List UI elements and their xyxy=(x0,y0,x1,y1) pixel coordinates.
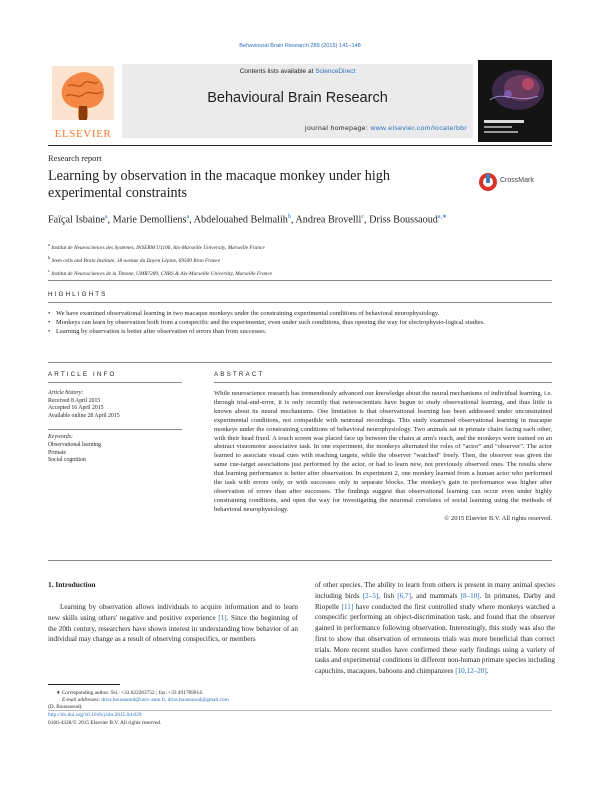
issn-copyright: 0166-4328/© 2015 Elsevier B.V. All rights reserved. xyxy=(48,719,162,726)
email-line xyxy=(48,697,303,704)
citation-link[interactable]: [1] xyxy=(218,613,227,622)
body-text: , and mammals xyxy=(410,591,461,600)
footnotes xyxy=(48,690,303,712)
highlight-item: • We have examined observational learning in two macaque monkeys under the constraining experimental conditions of behavioral neurophysiology. xyxy=(48,309,558,318)
highlights-end-rule xyxy=(48,362,552,363)
journal-citation[interactable]: Behavioural Brain Research 289 (2015) 141–148 xyxy=(239,43,361,49)
keyword-item: Observational learning xyxy=(48,441,101,448)
highlights-heading: HIGHLIGHTS xyxy=(48,291,108,298)
affiliations-rule xyxy=(48,280,552,281)
accepted-date: Accepted 16 April 2015 xyxy=(48,405,104,412)
body-text: have conducted the first controlled study where monkeys watched a conspecific performing an object-discrimination task, and found that the observer gained in performance following observation. Interestingly, this study was also the first to show that observation of erroneous trials was more beneficial than correct trials. More recent studies have confirmed these early findings using a variety of tasks and experimental conditions in different non-human primate species including capuchins, macaques, baboons and chimpanzees xyxy=(315,602,555,675)
author-name[interactable]: Marie Demolliens xyxy=(112,214,187,226)
elsevier-tree-icon xyxy=(48,64,118,124)
homepage-link[interactable]: www.elsevier.com/locate/bbr xyxy=(370,125,467,132)
author-affiliation-marker[interactable]: b xyxy=(287,214,291,220)
keywords-label: Keywords: xyxy=(48,434,73,441)
available-date: Available online 28 April 2015 xyxy=(48,412,120,419)
journal-title: Behavioural Brain Research xyxy=(207,90,388,106)
author-name[interactable]: Faïçal Isbaine xyxy=(48,214,105,226)
keyword-item: Primate xyxy=(48,449,67,456)
footnote-rule xyxy=(48,684,120,685)
body-text: Learning by observation allows individuals to acquire information and to learn new skills using others' negative and positive experience xyxy=(48,603,298,622)
journal-cover-image[interactable] xyxy=(478,60,552,142)
cover-brain-image xyxy=(478,60,552,142)
email-owner: (D. Boussaoud). xyxy=(48,704,83,711)
affiliation-marker: c xyxy=(48,267,50,273)
corresponding-author-note: ∗ Corresponding author. Tel.: +33 622263752 ; fax: +33 491789914. xyxy=(56,690,204,696)
contents-availability xyxy=(122,68,473,75)
abstract-heading: ABSTRACT xyxy=(214,371,265,378)
elsevier-wordmark: ELSEVIER xyxy=(54,128,112,140)
article-type: Research report xyxy=(48,153,102,163)
doi-block xyxy=(48,712,303,727)
article-info-rule xyxy=(48,382,182,383)
article-title: Learning by observation in the macaque monkey under high experimental constraints xyxy=(48,168,390,201)
author-affiliation-marker[interactable]: a xyxy=(186,214,190,220)
abstract-rule xyxy=(214,382,552,383)
author-separator: , xyxy=(189,214,194,226)
abstract-end-rule xyxy=(48,560,552,561)
affiliation-item xyxy=(48,253,548,266)
author-affiliation-marker[interactable]: c xyxy=(361,214,365,220)
citation-link[interactable]: [10,12–20] xyxy=(455,667,487,675)
introduction-left-column xyxy=(48,602,298,645)
affiliation-text: Institut de Neurosciences des Systèmes, INSERM U1106, Aix-Marseille University, Marseille France xyxy=(51,244,265,251)
abstract-text: While neuroscience research has tremendously advanced our knowledge about the neural mechanisms of individual learning, i.e. through trial-and-error, it is only recently that neuroscientists have begun to study observational learning, and thus little is known about its neural mechanisms. One limitation is that observational learning has been addressed under unconstrained experimental conditions, not compatible with neuronal recordings. This study examined observational learning in macaque monkeys under the constraining conditions of behavioral neurophysiology. Two animals sat in primate chairs facing each other, with their head fixed. A touch screen was placed face up between the chairs at arm's reach, and the monkeys were trained on an abstract visuomotor associative task. In one experiment, the monkeys alternated the roles of "actor" and "observer". The actor learned to associate visual cues with reaching targets, while the observer "watched" freely. Then, the observer was given the same cue-target associations just performed by the actor, or had to learn new, not previously observed ones. The results show that learning performance is better after observation. In experiment 2, one monkey learned from a human actor who performed the task with errors only, or with successes only in separate blocks. The monkey's gain in performance was higher after observation of errors than after successes. The findings suggest that observational learning can occur even under highly constraining conditions, and open the way for investigating the neuronal correlates of social learning using the methods of behavioral neurophysiology. xyxy=(214,390,552,513)
body-text: , fish xyxy=(378,591,398,600)
highlights-list xyxy=(48,309,558,337)
affiliation-marker: b xyxy=(48,254,51,260)
author-name[interactable]: Driss Boussaoud xyxy=(369,214,438,226)
affiliation-text: Institut de Neurosciences de la Timone, UMR7289, CNRS & Aix-Marseille University, Marseille France xyxy=(51,270,273,277)
introduction-right-column xyxy=(315,580,555,677)
affiliation-item xyxy=(48,240,548,253)
article-info xyxy=(48,390,182,465)
author-name[interactable]: Andrea Brovelli xyxy=(295,214,362,226)
affiliation-item xyxy=(48,266,548,279)
highlights-rule xyxy=(48,302,552,303)
citation-link[interactable]: [2–5] xyxy=(362,591,379,600)
citation-link[interactable]: [11] xyxy=(341,602,354,611)
body-text: . Since the beginning of the 20th century, researchers have shown interest in understanding how behavior of an individual may change as a result of observing conspecifics, or members xyxy=(48,613,298,644)
journal-homepage xyxy=(122,125,473,132)
history-label: Article history: xyxy=(48,390,84,396)
email-label: E-mail addresses: xyxy=(62,697,102,704)
received-date: Received 8 April 2015 xyxy=(48,397,101,404)
affiliation-marker: a xyxy=(48,242,50,247)
sciencedirect-link[interactable]: ScienceDirect xyxy=(315,68,356,75)
author-affiliation-marker[interactable]: a xyxy=(104,214,108,220)
doi-link[interactable]: http://dx.doi.org/10.1016/j.bbr.2015.04.029 xyxy=(48,712,142,718)
abstract-body xyxy=(214,390,552,524)
homepage-prefix: journal homepage: xyxy=(305,125,371,132)
body-text: . In primates, Darby and Riopelle xyxy=(315,591,556,611)
author-list xyxy=(48,211,468,227)
affiliation-text: Stem cells and Brain Institute, 18 avenue du Doyen Lépine, 69500 Bron France xyxy=(51,257,221,264)
abstract-copyright: © 2015 Elsevier B.V. All rights reserved. xyxy=(444,514,552,522)
body-text: of other species. The ability to learn from others is present in many animal species including birds xyxy=(315,581,555,600)
author-separator: , xyxy=(290,214,296,226)
citation-link[interactable]: [8–10] xyxy=(460,591,480,600)
highlight-item: • Learning by observation is better after observation of errors than from successes. xyxy=(48,327,558,336)
highlight-item: • Monkeys can learn by observation both from a conspecific and the experimenter, even under such conditions, thus opening the way for electrophysio-logical studies. xyxy=(48,318,558,327)
keyword-item: Social cognition xyxy=(48,457,86,464)
author-affiliation-marker[interactable]: a,∗ xyxy=(437,214,448,220)
doi-rule xyxy=(48,710,552,711)
article-info-heading: ARTICLE INFO xyxy=(48,371,117,378)
keywords-rule xyxy=(48,429,182,430)
body-text: . xyxy=(486,667,489,675)
email-links[interactable]: driss.boussaoud@univ-amu.fr, driss.boussaoud@gmail.com xyxy=(101,697,229,704)
elsevier-logo[interactable] xyxy=(48,64,118,138)
affiliation-list xyxy=(48,240,548,278)
crossmark-label: CrossMark xyxy=(500,177,534,184)
journal-header xyxy=(48,56,552,144)
crossmark-badge[interactable] xyxy=(478,172,552,192)
author-separator: , xyxy=(107,214,113,226)
citation-link[interactable]: [6,7] xyxy=(397,591,411,600)
author-name[interactable]: Abdelouahed Belmalih xyxy=(193,214,288,226)
author-separator: , xyxy=(364,214,370,226)
introduction-heading: 1. Introduction xyxy=(48,580,96,589)
contents-prefix: Contents lists available at xyxy=(239,68,316,75)
header-rule xyxy=(48,145,552,146)
